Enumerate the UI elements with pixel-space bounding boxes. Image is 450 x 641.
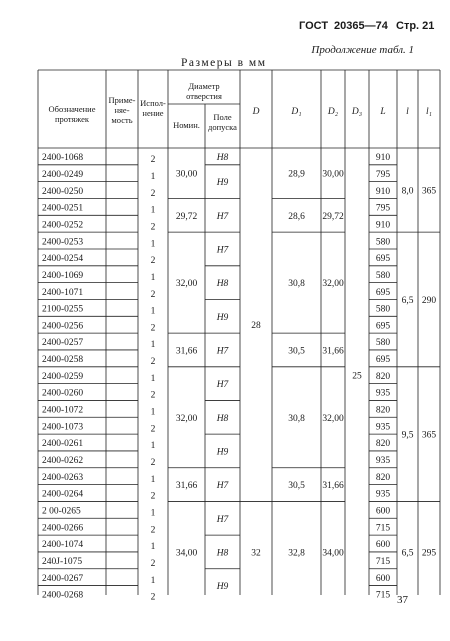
designation-cell: 2400-0258	[42, 355, 84, 366]
execution-cell: 2	[150, 289, 156, 300]
page-reference: Стр. 21	[396, 20, 435, 32]
designation-cell: 2400-0254	[42, 254, 84, 265]
header-d: D	[252, 107, 260, 117]
nominal-cell: 31,66	[175, 346, 198, 357]
designation-cell: 2400-0259	[42, 371, 84, 382]
length-cell: 935	[375, 388, 391, 399]
execution-cell: 1	[150, 407, 156, 418]
l1-cell: 365	[421, 186, 437, 197]
designation-cell: 2400-0267	[42, 573, 84, 584]
designation-cell: 2400-0266	[42, 523, 84, 534]
standard-label: ГОСТ	[299, 20, 329, 32]
length-cell: 580	[375, 338, 391, 349]
length-cell: 935	[375, 456, 391, 467]
D2-cell: 34,00	[322, 548, 344, 559]
D1-cell: 28,6	[288, 211, 305, 222]
execution-cell: 2	[150, 592, 156, 603]
l1-cell: 365	[421, 430, 437, 441]
length-cell: 695	[375, 321, 391, 332]
D1-cell: 30,8	[288, 413, 305, 424]
designation-cell: 2100-0255	[42, 304, 84, 315]
length-cell: 715	[375, 590, 391, 601]
tolerance-cell: H7	[216, 346, 229, 357]
D1-cell: 28,9	[288, 169, 305, 180]
length-cell: 820	[375, 472, 391, 483]
execution-cell: 2	[150, 525, 156, 536]
header-execution: нение	[142, 108, 164, 118]
tolerance-cell: H9	[216, 178, 229, 189]
length-cell: 715	[375, 557, 391, 568]
execution-cell: 2	[150, 256, 156, 267]
table-continuation-note: Продолжение табл. 1	[311, 44, 414, 56]
header-l: l	[406, 107, 409, 117]
designation-cell: 2400-0253	[42, 237, 84, 248]
designation-cell: 2400-0252	[42, 220, 84, 231]
length-cell: 795	[375, 203, 391, 214]
execution-cell: 1	[150, 205, 156, 216]
D-cell: 32	[251, 548, 261, 559]
D3-cell: 25	[352, 371, 362, 382]
header-designation: протяжек	[54, 114, 90, 124]
execution-cell: 1	[150, 306, 156, 317]
execution-cell: 2	[150, 188, 156, 199]
l-cell: 8,0	[401, 186, 414, 197]
standard-number: 20365—74	[334, 20, 388, 32]
designation-cell: 2400-0261	[42, 439, 84, 450]
page-header	[0, 20, 445, 34]
execution-cell: 2	[150, 155, 156, 166]
execution-cell: 1	[150, 542, 156, 553]
header-tolerance: допуска	[208, 122, 237, 132]
designation-cell: 2 00-0265	[42, 506, 81, 517]
designation-cell: 2400-0262	[42, 456, 84, 467]
designation-cell: 240J-1075	[42, 557, 83, 568]
length-cell: 820	[375, 439, 391, 450]
l-cell: 9,5	[401, 430, 414, 441]
tolerance-cell: H7	[216, 211, 229, 222]
tolerance-cell: H8	[216, 279, 229, 290]
tolerance-cell: H7	[216, 245, 229, 256]
length-cell: 580	[375, 304, 391, 315]
tolerance-cell: H9	[216, 312, 229, 323]
execution-cell: 1	[150, 340, 156, 351]
D2-cell: 32,00	[322, 279, 344, 290]
length-cell: 695	[375, 355, 391, 366]
tolerance-cell: H8	[216, 548, 229, 559]
header-designation: Обозначение	[48, 104, 96, 114]
l1-cell: 295	[421, 548, 437, 559]
execution-cell: 1	[150, 239, 156, 250]
designation-cell: 2400-0257	[42, 338, 84, 349]
tolerance-cell: H7	[216, 380, 229, 391]
execution-cell: 1	[150, 508, 156, 519]
header-application: мость	[111, 115, 133, 125]
nominal-cell: 31,66	[175, 481, 198, 492]
length-cell: 600	[375, 573, 391, 584]
length-cell: 935	[375, 422, 391, 433]
execution-cell: 1	[150, 272, 156, 283]
length-cell: 600	[375, 506, 391, 517]
tolerance-cell: H8	[216, 152, 229, 163]
D2-cell: 30,00	[322, 169, 344, 180]
header-d1: D₁	[291, 107, 302, 117]
length-cell: 600	[375, 540, 391, 551]
D-cell: 28	[251, 321, 261, 332]
length-cell: 935	[375, 489, 391, 500]
nominal-cell: 32,00	[175, 413, 198, 424]
designation-cell: 2400-0250	[42, 186, 84, 197]
D2-cell: 29,72	[322, 211, 344, 222]
header-l1: l₁	[426, 107, 432, 117]
length-cell: 695	[375, 287, 391, 298]
designation-cell: 2400-1074	[42, 540, 84, 551]
length-cell: 580	[375, 237, 391, 248]
designation-cell: 2400-1073	[42, 422, 84, 433]
D1-cell: 32,8	[288, 548, 305, 559]
length-cell: 910	[375, 186, 391, 197]
execution-cell: 2	[150, 222, 156, 233]
length-cell: 820	[375, 405, 391, 416]
nominal-cell: 32,00	[175, 279, 198, 290]
execution-cell: 2	[150, 424, 156, 435]
header-d2: D₂	[327, 107, 339, 117]
length-cell: 910	[375, 220, 391, 231]
execution-cell: 1	[150, 575, 156, 586]
execution-cell: 2	[150, 390, 156, 401]
execution-cell: 2	[150, 458, 156, 469]
page-number: 37	[397, 594, 408, 606]
tolerance-cell: H7	[216, 481, 229, 492]
execution-cell: 1	[150, 171, 156, 182]
length-cell: 695	[375, 254, 391, 265]
nominal-cell: 34,00	[175, 548, 198, 559]
header-application: Приме-	[108, 95, 136, 105]
designation-cell: 2400-0249	[42, 169, 84, 180]
tolerance-cell: H9	[216, 447, 229, 458]
header-hole-diameter: отверстия	[186, 91, 222, 101]
designation-cell: 2400-1068	[42, 153, 84, 164]
designation-cell: 2400-1072	[42, 405, 84, 416]
header-l: L	[380, 107, 386, 117]
designation-cell: 2400-0263	[42, 472, 84, 483]
designation-cell: 2400-0256	[42, 321, 84, 332]
length-cell: 715	[375, 523, 391, 534]
execution-cell: 2	[150, 559, 156, 570]
D2-cell: 32,00	[322, 413, 344, 424]
length-cell: 795	[375, 169, 391, 180]
nominal-cell: 30,00	[175, 169, 198, 180]
header-nominal: Номин.	[173, 120, 200, 130]
D2-cell: 31,66	[322, 481, 344, 492]
header-execution: Испол-	[140, 98, 166, 108]
header-hole-diameter: Диаметр	[188, 81, 220, 91]
execution-cell: 1	[150, 474, 156, 485]
header-d3: D₃	[351, 107, 363, 117]
nominal-cell: 29,72	[175, 211, 198, 222]
length-cell: 580	[375, 270, 391, 281]
designation-cell: 2400-0251	[42, 203, 84, 214]
D2-cell: 31,66	[322, 346, 344, 357]
D1-cell: 30,5	[288, 346, 305, 357]
execution-cell: 2	[150, 323, 156, 334]
header-application: няе-	[114, 105, 130, 115]
designation-cell: 2400-0264	[42, 489, 84, 500]
length-cell: 820	[375, 371, 391, 382]
dimensions-caption: Размеры в мм	[181, 57, 267, 69]
execution-cell: 2	[150, 357, 156, 368]
execution-cell: 2	[150, 491, 156, 502]
designation-cell: 2400-0268	[42, 590, 84, 601]
length-cell: 910	[375, 153, 391, 164]
tolerance-cell: H9	[216, 582, 229, 593]
header-tolerance: Поле	[213, 112, 232, 122]
execution-cell: 1	[150, 441, 156, 452]
designation-cell: 2400-1071	[42, 287, 84, 298]
D1-cell: 30,8	[288, 279, 305, 290]
tolerance-cell: H7	[216, 514, 229, 525]
l-cell: 6,5	[401, 548, 414, 559]
l-cell: 6,5	[401, 295, 414, 306]
tolerance-cell: H8	[216, 413, 229, 424]
execution-cell: 1	[150, 373, 156, 384]
designation-cell: 2400-0260	[42, 388, 84, 399]
designation-cell: 2400-1069	[42, 270, 84, 281]
D1-cell: 30,5	[288, 481, 305, 492]
l1-cell: 290	[421, 295, 437, 306]
